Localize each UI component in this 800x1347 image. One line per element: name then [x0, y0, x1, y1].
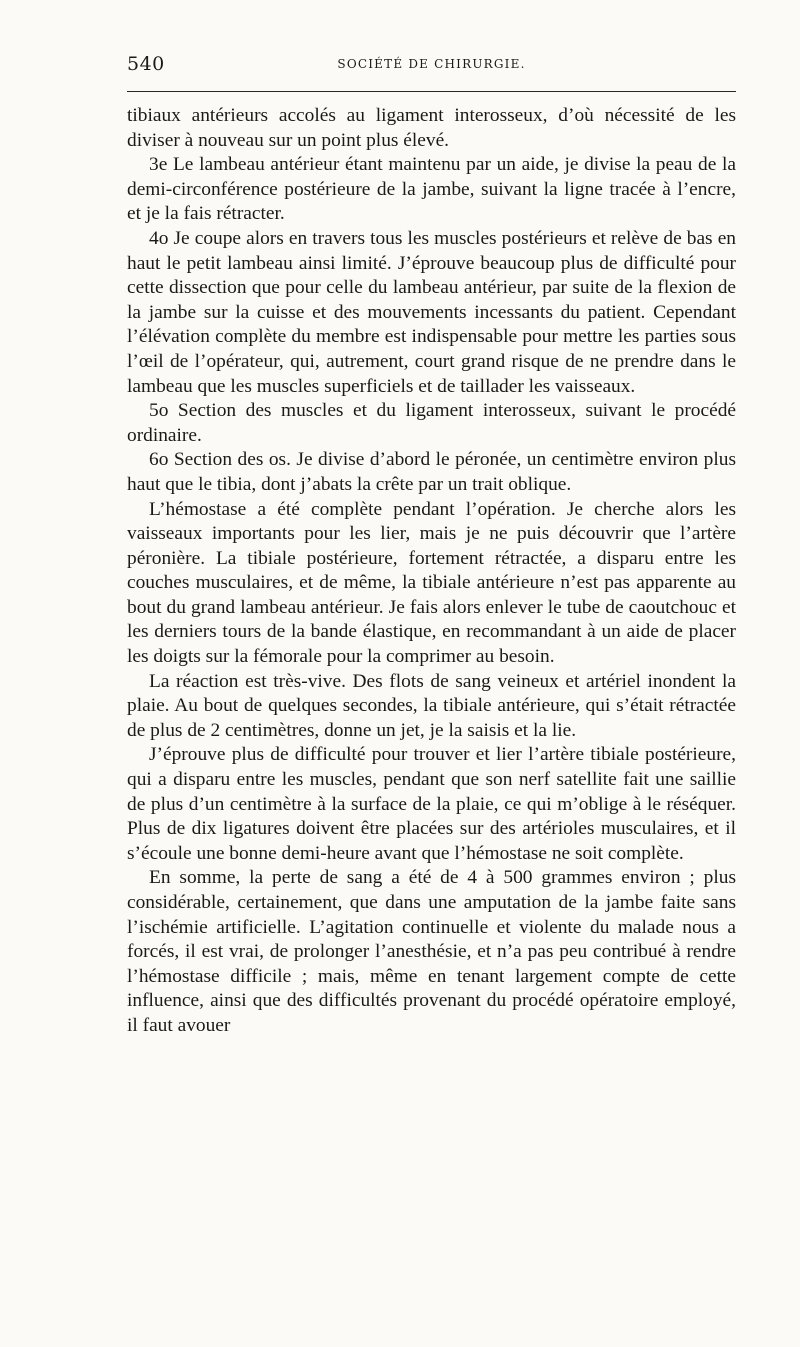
header-rule	[127, 91, 736, 92]
paragraph-posterior-tibial: J’éprouve plus de difficulté pour trouver et lier l’artère tibiale postérieure, qui a disparu entre les muscles, pendant que son nerf satellite fait une saillie de plus d’un centimètre à la surface de la plaie, ce qui m’oblige à le réséquer. Plus de dix ligatures doivent être placées sur des artérioles musculaires, et il s’écoule une bonne demi-heure avant que l’hémostase ne soit complète.	[127, 744, 736, 864]
paragraph-step-6: 6o Section des os. Je divise d’abord le péronée, un centimètre environ plus haut que le tibia, dont j’abats la crête par un trait oblique.	[127, 449, 736, 495]
paragraph-step-5: 5o Section des muscles et du ligament interosseux, suivant le procédé ordinaire.	[127, 400, 736, 446]
paragraph-hemostasis: L’hémostase a été complète pendant l’opération. Je cherche alors les vaisseaux importants pour les lier, mais je ne puis découvrir que l’artère péronière. La tibiale postérieure, fortement rétractée, a disparu entre les couches musculaires, et de même, la tibiale antérieure n’est pas apparente au bout du grand lambeau antérieur. Je fais alors enlever le tube de caoutchouc et les derniers tours de la bande élastique, en recommandant à un aide de placer les doigts sur la fémorale pour la comprimer au besoin.	[127, 498, 736, 668]
paragraph-step-4: 4o Je coupe alors en travers tous les muscles postérieurs et relève de bas en haut le petit lambeau ainsi limité. J’éprouve beaucoup plus de difficulté pour cette dissection que pour celle du lambeau antérieur, par suite de la flexion de la jambe sur la cuisse et des mouvements incessants du patient. Cependant l’élévation complète du membre est indispensable pour mettre les parties sous l’œil de l’opérateur, qui, autrement, court grand risque de ne prendre dans le lambeau que les muscles superficiels et de taillader les vaisseaux.	[127, 227, 736, 397]
paragraph-summary: En somme, la perte de sang a été de 4 à 500 grammes environ ; plus considérable, certainement, que dans une amputation de la jambe faite sans l’ischémie artificielle. L’agitation continuelle et violente du malade nous a forcés, il est vrai, de prolonger l’anesthésie, et n’a pas peu contribué à rendre l’hémostase difficile ; mais, même en tenant largement compte de cette influence, ainsi que des difficultés provenant du procédé opératoire employé, il faut avouer	[127, 867, 736, 1036]
page-number: 540	[127, 53, 165, 75]
running-head: SOCIÉTÉ DE CHIRURGIE.	[337, 57, 526, 71]
paragraph-continued: tibiaux antérieurs accolés au ligament interosseux, d’où nécessité de les diviser à nouveau sur un point plus élevé.	[127, 105, 736, 151]
body-text	[127, 104, 736, 1039]
paragraph-step-3: 3e Le lambeau antérieur étant maintenu par un aide, je divise la peau de la demi-circonférence postérieure de la jambe, suivant la ligne tracée à l’encre, et je la fais rétracter.	[127, 154, 736, 225]
paragraph-reaction: La réaction est très-vive. Des flots de sang veineux et artériel inondent la plaie. Au bout de quelques secondes, la tibiale antérieure, qui s’était rétractée de plus de 2 centimètres, donne un jet, je la saisis et la lie.	[127, 670, 736, 741]
page-header	[127, 50, 736, 78]
